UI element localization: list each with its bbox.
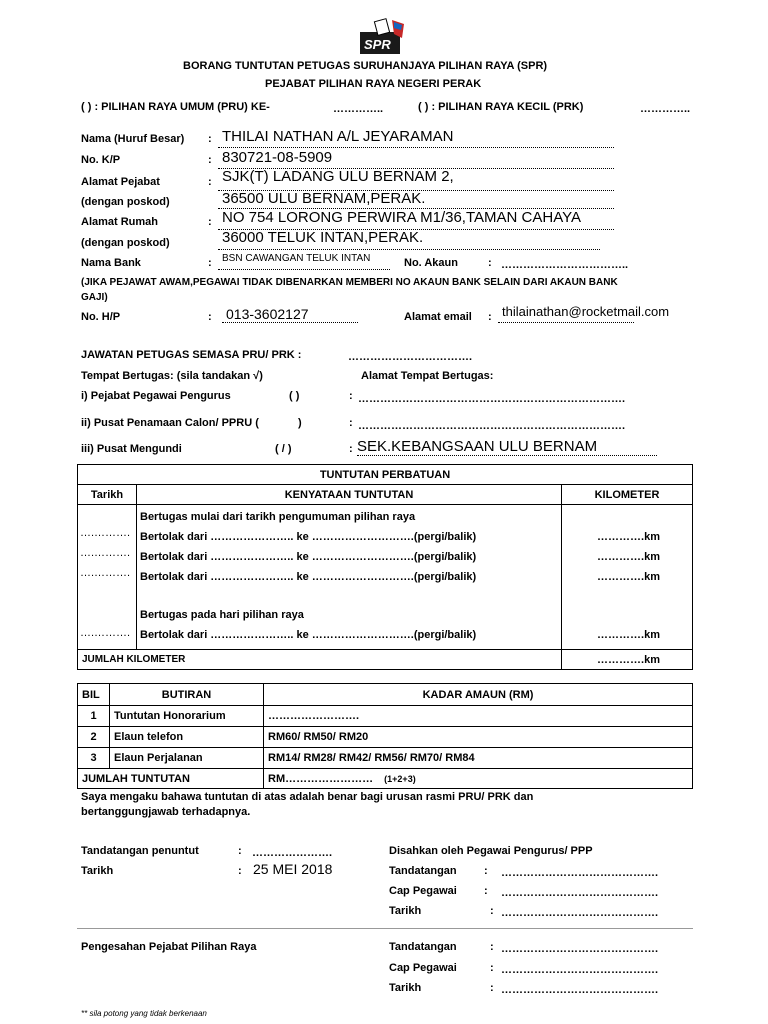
bank-label: Nama Bank xyxy=(81,257,141,269)
office-cap-dots[interactable]: ……………………………………. xyxy=(501,964,659,976)
nama-value[interactable]: THILAI NATHAN A/L JEYARAMAN xyxy=(222,128,454,145)
declaration-line-1: Saya mengaku bahawa tuntutan di atas adalah benar bagi urusan rasmi PRU/ PRK dan xyxy=(81,791,534,803)
form-title: BORANG TUNTUTAN PETUGAS SURUHANJAYA PILIHAN RAYA (SPR) xyxy=(183,60,548,72)
claim-item-2: Elaun telefon xyxy=(110,727,264,748)
alamat-pejabat-label: Alamat Pejabat xyxy=(81,176,160,188)
akaun-dots[interactable]: …………………………….. xyxy=(501,259,629,271)
travel-title: TUNTUTAN PERBATUAN xyxy=(78,465,693,485)
claim-bil-1: 1 xyxy=(78,706,110,727)
colon: : xyxy=(208,176,212,188)
approve-tarikh-label: Tarikh xyxy=(389,905,422,917)
kp-value[interactable]: 830721-08-5909 xyxy=(222,149,333,166)
travel-row-2[interactable]: Bertolak dari ………………….. ke ……………………….(pergi/balik) xyxy=(140,551,477,563)
col-tarikh: Tarikh xyxy=(78,485,137,505)
office-tarikh-label: Tarikh xyxy=(389,982,422,994)
total-km-value[interactable]: ………….km xyxy=(562,650,693,670)
km-dots[interactable]: ………….km xyxy=(597,629,660,641)
alamat-rumah-value-1[interactable]: NO 754 LORONG PERWIRA M1/36,TAMAN CAHAYA xyxy=(222,209,581,226)
km-dots[interactable]: ………….km xyxy=(597,531,660,543)
travel-row-4[interactable]: Bertolak dari ………………….. ke ……………………….(pergi/balik) xyxy=(140,629,477,641)
colon: : xyxy=(238,845,242,857)
colon: : xyxy=(484,885,488,897)
alamat-rumah-label: Alamat Rumah xyxy=(81,216,159,228)
sign-dots[interactable]: …………………. xyxy=(252,847,333,859)
travel-dates-cell xyxy=(78,505,137,650)
kp-label: No. K/P xyxy=(81,154,121,166)
section1-label: Bertugas mulai dari tarikh pengumuman pilihan raya xyxy=(140,511,416,523)
alamat-tempat-label: Alamat Tempat Bertugas: xyxy=(361,370,494,382)
total-claim-cell[interactable] xyxy=(264,769,693,789)
claim-item-3: Elaun Perjalanan xyxy=(110,748,264,769)
date-label: Tarikh xyxy=(81,865,114,877)
opt1-dots[interactable]: ………………………………………………………………. xyxy=(358,393,626,405)
colon: : xyxy=(490,941,494,953)
date-value[interactable]: 25 MEI 2018 xyxy=(253,861,333,877)
date-dots[interactable]: ….………. xyxy=(80,527,131,539)
logo-text: SPR xyxy=(364,37,391,52)
km-dots[interactable]: ………….km xyxy=(597,571,660,583)
date-dots[interactable]: ….………. xyxy=(80,627,131,639)
total-km-label: JUMLAH KILOMETER xyxy=(78,650,562,670)
opt3-label: iii) Pusat Mengundi xyxy=(81,443,182,455)
alamat-rumah-value-2[interactable]: 36000 TELUK INTAN,PERAK. xyxy=(222,229,424,246)
claims-table xyxy=(77,683,693,789)
prk-label: ( ) : PILIHAN RAYA KECIL (PRK) xyxy=(418,101,584,113)
colon: : xyxy=(208,257,212,269)
colon: : xyxy=(349,390,353,402)
pru-label: ( ) : PILIHAN RAYA UMUM (PRU) KE- xyxy=(81,101,270,113)
akaun-label: No. Akaun xyxy=(404,257,458,269)
sign-label: Tandatangan penuntut xyxy=(81,845,199,857)
col-kilometer: KILOMETER xyxy=(562,485,693,505)
travel-km-cell xyxy=(562,505,693,650)
travel-desc-cell xyxy=(137,505,562,650)
footnote: ** sila potong yang tidak berkenaan xyxy=(81,1009,207,1018)
hp-label: No. H/P xyxy=(81,311,121,323)
prk-dots: ………….. xyxy=(640,103,691,115)
total-claim-label: JUMLAH TUNTUTAN xyxy=(78,769,264,789)
col-kenyataan: KENYATAAN TUNTUTAN xyxy=(137,485,562,505)
colon: : xyxy=(208,154,212,166)
bank-note-2: GAJI) xyxy=(81,292,108,303)
travel-row-1[interactable]: Bertolak dari ………………….. ke ……………………….(pergi/balik) xyxy=(140,531,477,543)
claim-rate-2[interactable]: RM60/ RM50/ RM20 xyxy=(264,727,693,748)
total-claim-value[interactable]: RM…………………… xyxy=(268,772,374,785)
colon: : xyxy=(349,417,353,429)
poskod-label-1: (dengan poskod) xyxy=(81,196,170,208)
opt3-value[interactable]: SEK.KEBANGSAAN ULU BERNAM xyxy=(357,438,598,455)
form-subtitle: PEJABAT PILIHAN RAYA NEGERI PERAK xyxy=(265,78,482,90)
colon: : xyxy=(490,982,494,994)
date-dots[interactable]: ….………. xyxy=(80,547,131,559)
section2-label: Bertugas pada hari pilihan raya xyxy=(140,609,304,621)
col-butiran: BUTIRAN xyxy=(110,684,264,706)
colon: : xyxy=(488,257,492,269)
approve-title: Disahkan oleh Pegawai Pengurus/ PPP xyxy=(389,845,593,857)
col-kadar: KADAR AMAUN (RM) xyxy=(264,684,693,706)
col-bil: BIL xyxy=(78,684,110,706)
email-value[interactable]: thilainathan@rocketmail.com xyxy=(502,304,670,319)
travel-table xyxy=(77,464,693,670)
poskod-label-2: (dengan poskod) xyxy=(81,237,170,249)
claim-rate-3[interactable]: RM14/ RM28/ RM42/ RM56/ RM70/ RM84 xyxy=(264,748,693,769)
opt3-checkbox[interactable]: ( / ) xyxy=(275,443,292,455)
office-tandatangan-label: Tandatangan xyxy=(389,941,457,953)
office-title: Pengesahan Pejabat Pilihan Raya xyxy=(81,941,257,953)
pru-dots: ………….. xyxy=(333,103,384,115)
colon: : xyxy=(208,311,212,323)
office-cap-label: Cap Pegawai xyxy=(389,962,457,974)
email-label: Alamat email xyxy=(404,311,472,323)
nama-label: Nama (Huruf Besar) xyxy=(81,133,185,145)
approve-tandatangan-label: Tandatangan xyxy=(389,865,457,877)
colon: : xyxy=(490,962,494,974)
opt2-dots[interactable]: ………………………………………………………………. xyxy=(358,420,626,432)
spr-logo xyxy=(356,18,406,58)
colon: : xyxy=(208,133,212,145)
claim-item-1: Tuntutan Honorarium xyxy=(110,706,264,727)
office-tandatangan-dots[interactable]: ……………………………………. xyxy=(501,943,659,955)
alamat-pejabat-value-1[interactable]: SJK(T) LADANG ULU BERNAM 2, xyxy=(222,168,454,185)
claim-bil-3: 3 xyxy=(78,748,110,769)
approve-tarikh-dots[interactable]: ……………………………………. xyxy=(501,907,659,919)
colon: : xyxy=(349,443,353,455)
travel-row-3[interactable]: Bertolak dari ………………….. ke ……………………….(pergi/balik) xyxy=(140,571,477,583)
opt2-checkbox[interactable]: ) xyxy=(298,417,302,429)
date-dots[interactable]: ….………. xyxy=(80,567,131,579)
approve-tandatangan-dots[interactable]: ……………………………………. xyxy=(501,867,659,879)
approve-cap-label: Cap Pegawai xyxy=(389,885,457,897)
colon: : xyxy=(238,865,242,877)
jawatan-label: JAWATAN PETUGAS SEMASA PRU/ PRK : xyxy=(81,349,302,361)
colon: : xyxy=(490,905,494,917)
opt1-label: i) Pejabat Pegawai Pengurus xyxy=(81,390,231,402)
alamat-pejabat-value-2[interactable]: 36500 ULU BERNAM,PERAK. xyxy=(222,190,426,207)
opt2-label: ii) Pusat Penamaan Calon/ PPRU ( xyxy=(81,417,259,429)
divider xyxy=(77,928,693,929)
hp-value[interactable]: 013-3602127 xyxy=(226,306,309,322)
km-dots[interactable]: ………….km xyxy=(597,551,660,563)
bank-note: (JIKA PEJAWAT AWAM,PEGAWAI TIDAK DIBENARKAN MEMBERI NO AKAUN BANK SELAIN DARI AKAUN BANK xyxy=(81,277,618,288)
approve-cap-dots[interactable]: ……………………………………. xyxy=(501,887,659,899)
jawatan-dots[interactable]: ……………………………. xyxy=(348,351,473,363)
tempat-label: Tempat Bertugas: (sila tandakan √) xyxy=(81,370,263,382)
colon: : xyxy=(208,216,212,228)
office-tarikh-dots[interactable]: ……………………………………. xyxy=(501,984,659,996)
total-claim-note: (1+2+3) xyxy=(384,773,416,784)
claim-bil-2: 2 xyxy=(78,727,110,748)
bank-value[interactable]: BSN CAWANGAN TELUK INTAN xyxy=(222,253,371,264)
claim-rate-1[interactable]: ……………………. xyxy=(264,706,693,727)
opt1-checkbox[interactable]: ( ) xyxy=(289,390,300,402)
colon: : xyxy=(488,311,492,323)
colon: : xyxy=(484,865,488,877)
declaration-line-2: bertanggungjawab terhadapnya. xyxy=(81,806,251,818)
